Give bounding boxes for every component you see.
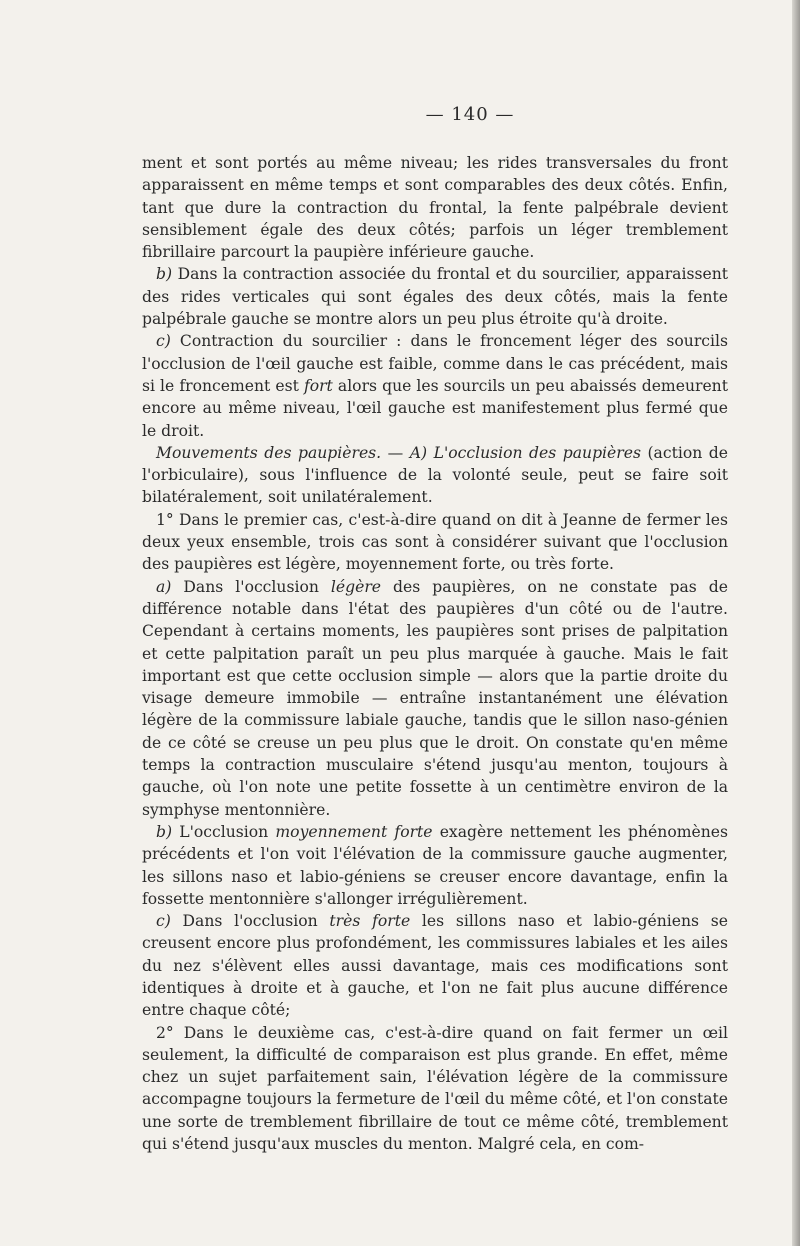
text-run: —	[381, 443, 410, 462]
text-run: ment et sont portés au même niveau; les rides transversales du front apparaissent en même temps et sont comparables des deux côtés. Enfin, tant que dure la contraction du frontal, la fente palpébrale devient sensiblement égale des deux côtés; parfois un léger tremblement fibrillaire parcourt la paupière inférieure gauche.	[142, 154, 728, 262]
italic-text: L'occlusion des paupières	[433, 443, 641, 462]
paragraph-p8	[142, 910, 728, 1021]
paragraph-p9	[142, 1022, 728, 1156]
paragraph-p7	[142, 821, 728, 910]
italic-text: légère	[330, 577, 382, 596]
text-run: Dans l'occlusion	[171, 577, 331, 596]
italic-text: b)	[156, 822, 173, 841]
text-run: exagère nettement les phénomènes précédents et l'on voit l'élévation de la commissure gauche augmenter, les sillons naso et labio-géniens se creuser encore davantage, enfin la fossette mentonnière s'allonger irrégulièrement.	[142, 822, 728, 908]
italic-text: moyennement forte	[275, 822, 433, 841]
paragraph-p3	[142, 330, 728, 441]
paragraph-p2	[142, 263, 728, 330]
paragraph-p6	[142, 576, 728, 821]
text-run: 1° Dans le premier cas, c'est-à-dire quand on dit à Jeanne de fermer les deux yeux ensemble, trois cas sont à considérer suivant que l'occlusion des paupières est légère, moyennement forte, ou très forte.	[142, 510, 728, 574]
italic-text: b)	[156, 265, 173, 284]
italic-text: a)	[156, 577, 172, 596]
text-run: Dans l'occlusion	[170, 912, 330, 931]
text-run: L'occlusion	[172, 822, 276, 841]
text-run: Dans la contraction associée du frontal et du sourcilier, apparaissent des rides verticales qui sont égales des deux côtés, mais la fente palpébrale gauche se montre alors un peu plus étroite qu'à droite.	[142, 265, 728, 329]
paragraph-p4	[142, 442, 728, 509]
body-text	[142, 152, 728, 1155]
text-run: (action de l'orbiculaire), sous l'influence de la volonté seule, peut se faire soit bilatéralement, soit unilatéralement.	[142, 443, 728, 507]
page-number: — 140 —	[425, 104, 515, 125]
italic-text: c)	[156, 912, 171, 931]
text-run: les sillons naso et labio-géniens se creusent encore plus profondément, les commissures labiales et les ailes du nez s'élèvent elles aussi davantage, mais ces modifications sont identiques à droite et à gauche, et l'on ne fait plus aucune différence entre chaque côté;	[142, 912, 728, 1020]
paragraph-p5	[142, 509, 728, 576]
italic-text: c)	[156, 332, 171, 351]
italic-text: très forte	[329, 912, 411, 931]
paragraph-p1	[142, 152, 728, 263]
italic-text: Mouvements des paupières.	[156, 443, 382, 462]
text-run: des paupières, on ne constate pas de différence notable dans l'état des paupières d'un côté ou de l'autre. Cependant à certains moments, les paupières sont prises de palpitation et cette palpitation paraît un peu plus marquée à gauche. Mais le fait important est que cette occlusion simple — alors que la partie droite du visage demeure immobile — entraîne instantanément une élévation légère de la commissure labiale gauche, tandis que le sillon naso-génien de ce côté se creuse un peu plus que le droit. On constate qu'en même temps la contraction musculaire s'étend jusqu'au menton, toujours à gauche, où l'on note une petite fossette à un centimètre environ de la symphyse mentonnière.	[142, 577, 728, 819]
italic-text: fort	[303, 376, 333, 395]
text-run: alors que les sourcils un peu abaissés demeurent encore au même niveau, l'œil gauche est manifestement plus fermé que le droit.	[142, 376, 728, 440]
scan-page-edge	[792, 0, 800, 1246]
text-run: Contraction du sourcilier : dans le froncement léger des sourcils l'occlusion de l'œil gauche est faible, comme dans le cas précédent, mais si le froncement est	[142, 332, 728, 395]
italic-text: A)	[409, 443, 428, 462]
text-run: 2° Dans le deuxième cas, c'est-à-dire quand on fait fermer un œil seulement, la difficulté de comparaison est plus grande. En effet, même chez un sujet parfaitement sain, l'élévation légère de la commissure accompagne toujours la fermeture de l'œil du même côté, et l'on constate une sorte de tremblement fibrillaire de tout ce même côté, tremblement qui s'étend jusqu'aux muscles du menton. Malgré cela, en com-	[142, 1023, 728, 1154]
